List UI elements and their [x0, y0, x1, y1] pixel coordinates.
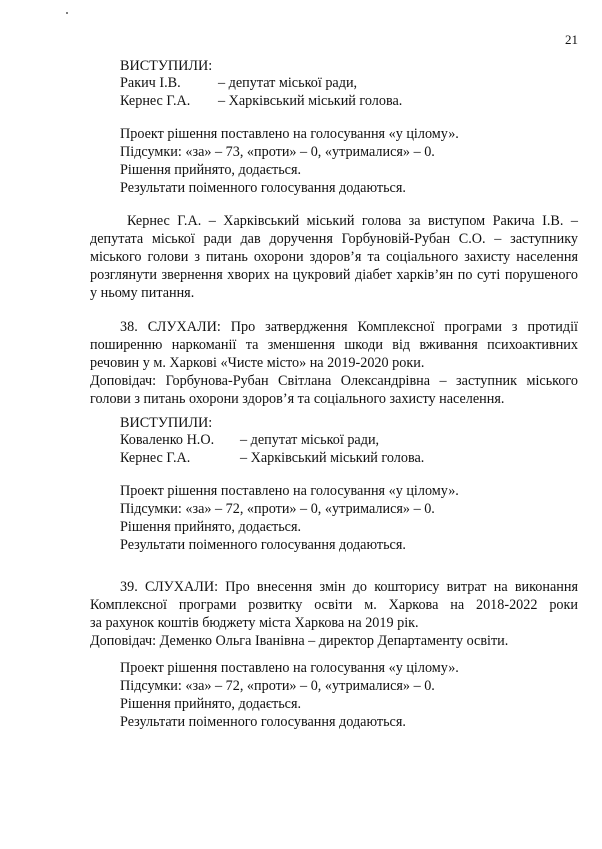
item-line: голови з питань охорони здоров’я та соціального захисту населення.	[90, 391, 505, 407]
paragraph-line: депутата міської ради дав доручення Горбуновій-Рубан С.О. – заступнику	[90, 231, 578, 247]
speaker-name: Кернес Г.А.	[120, 450, 191, 466]
vote-line: Проект рішення поставлено на голосування «у цілому».	[120, 660, 459, 676]
item-line: за рахунок коштів бюджету міста Харкова на 2019 рік.	[90, 615, 419, 631]
vote-line: Проект рішення поставлено на голосування «у цілому».	[120, 483, 459, 499]
speaker-name: Ракич І.В.	[120, 75, 181, 91]
page-number: 21	[565, 32, 578, 47]
speaker-name: Коваленко Н.О.	[120, 432, 215, 448]
vote-line: Результати поіменного голосування додаються.	[120, 537, 406, 553]
vote-line: Проект рішення поставлено на голосування «у цілому».	[120, 126, 459, 142]
item-line: Доповідач: Горбунова-Рубан Світлана Олександрівна – заступник міського	[90, 373, 578, 389]
vote-line: Рішення прийнято, додається.	[120, 519, 302, 535]
vote-line: Рішення прийнято, додається.	[120, 162, 302, 178]
speaker-role: – Харківський міський голова.	[218, 93, 403, 109]
speakers-heading: ВИСТУПИЛИ:	[120, 415, 213, 431]
item-line: 39. СЛУХАЛИ: Про внесення змін до кошторису витрат на виконання	[120, 579, 578, 595]
item-38	[90, 318, 578, 408]
item-line: Доповідач: Деменко Ольга Іванівна – директор Департаменту освіти.	[90, 633, 509, 649]
item-line: Комплексної програми розвитку освіти м. Харкова на 2018-2022 роки	[90, 597, 578, 613]
item-line: речовин у м. Харкові «Чисте місто» на 2019-2020 роки.	[90, 355, 425, 371]
speaker-name: Кернес Г.А.	[120, 93, 191, 109]
item-line: 38. СЛУХАЛИ: Про затвердження Комплексної програми з протидії	[120, 319, 578, 335]
speaker-role: – депутат міської ради,	[218, 75, 358, 91]
vote-line: Результати поіменного голосування додаються.	[120, 180, 406, 196]
vote-line: Підсумки: «за» – 72, «проти» – 0, «утрималися» – 0.	[120, 678, 435, 694]
paragraph-line: у ньому питання.	[90, 285, 195, 301]
scan-speck	[66, 12, 68, 14]
speakers-heading: ВИСТУПИЛИ:	[120, 58, 213, 74]
vote-line: Результати поіменного голосування додаються.	[120, 714, 406, 730]
item-39	[90, 578, 578, 650]
paragraph-line: Кернес Г.А. – Харківський міський голова за виступом Ракича І.В. –	[127, 213, 578, 229]
instruction-paragraph	[90, 212, 578, 302]
item-line: поширенню наркоманії та зменшення шкоди від вживання психоактивних	[90, 337, 578, 353]
paragraph-line: розглянути звернення хворих на цукровий діабет харків’ян по суті порушеного	[90, 267, 578, 283]
vote-line: Підсумки: «за» – 72, «проти» – 0, «утрималися» – 0.	[120, 501, 435, 517]
paragraph-line: міського голови з питань охорони здоров’я та соціального захисту населення	[90, 249, 578, 265]
speaker-role: – Харківський міський голова.	[240, 450, 425, 466]
vote-line: Рішення прийнято, додається.	[120, 696, 302, 712]
speaker-role: – депутат міської ради,	[240, 432, 380, 448]
vote-line: Підсумки: «за» – 73, «проти» – 0, «утрималися» – 0.	[120, 144, 435, 160]
